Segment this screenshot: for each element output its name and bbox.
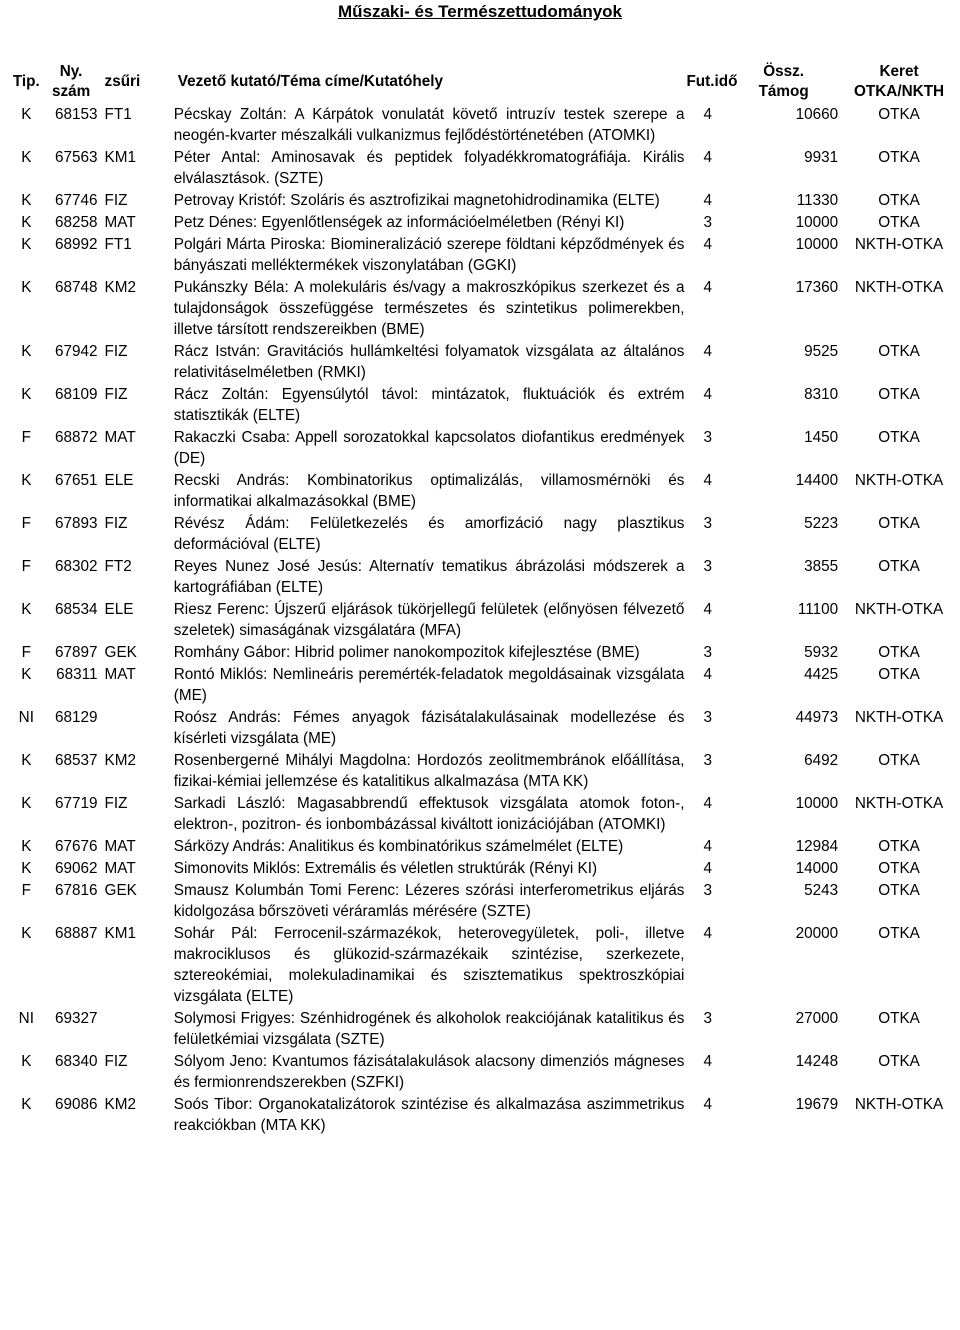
row-total-support: 1450 — [804, 429, 839, 446]
row-panel: KM2 — [104, 279, 136, 296]
row-description: Smausz Kolumbán Tomi Ferenc: Lézeres szórási interferometrikus eljárás kidolgozása bőrszöveti véráramlás mérésére (SZTE) — [173, 882, 685, 920]
row-application-number: 67897 — [55, 644, 98, 661]
row-duration: 4 — [703, 601, 713, 618]
table-header — [8, 60, 954, 104]
header-futamido: Fut.idő — [686, 73, 738, 90]
row-type: F — [21, 558, 31, 575]
row-description: Petz Dénes: Egyenlőtlenségek az információelméletben (Rényi KI) — [173, 214, 625, 231]
grant-table — [8, 60, 954, 1137]
row-type: NI — [18, 709, 34, 726]
row-panel: FIZ — [104, 386, 128, 403]
header-tip: Tip. — [12, 73, 40, 90]
row-type: K — [21, 752, 32, 769]
row-total-support: 11100 — [797, 601, 839, 618]
row-funding-frame: OTKA — [878, 882, 920, 899]
row-description: Polgári Márta Piroska: Biomineralizáció szerepe földtani képződmények és bányászati melléktermékek viszonylatában (GGKI) — [173, 236, 685, 274]
row-type: K — [21, 601, 32, 618]
row-application-number: 68534 — [55, 601, 98, 618]
row-panel: GEK — [104, 882, 137, 899]
row-type: K — [21, 279, 32, 296]
row-description: Sarkadi László: Magasabbrendű effektusok vizsgálata atomok foton-, elektron-, pozitron- és ionbombázással kiváltott ionizációjában (ATOMKI) — [173, 795, 685, 833]
row-panel: MAT — [104, 214, 136, 231]
row-funding-frame: OTKA — [878, 106, 920, 123]
row-type: K — [21, 106, 32, 123]
row-duration: 3 — [703, 214, 713, 231]
table-row — [8, 1051, 954, 1094]
row-panel: FT1 — [104, 236, 132, 253]
row-total-support: 10000 — [795, 795, 839, 812]
row-type: K — [21, 666, 32, 683]
table-row — [8, 190, 954, 212]
table-body — [8, 104, 954, 1137]
table-row — [8, 470, 954, 513]
row-description: Pécskay Zoltán: A Kárpátok vonulatát követő intruzív testek szerepe a neogén-kvarter mészalkáli vulkanizmus fejlődéstörténetében (ATOMKI) — [173, 106, 685, 144]
row-funding-frame: OTKA — [878, 214, 920, 231]
row-application-number: 67719 — [55, 795, 98, 812]
row-duration: 4 — [703, 795, 713, 812]
row-application-number: 69062 — [55, 860, 98, 877]
row-duration: 4 — [703, 149, 713, 166]
table-row — [8, 1094, 954, 1137]
row-duration: 4 — [703, 1053, 713, 1070]
row-type: K — [21, 343, 32, 360]
row-application-number: 68748 — [55, 279, 98, 296]
row-application-number: 68109 — [55, 386, 98, 403]
row-funding-frame: OTKA — [878, 925, 920, 942]
table-row — [8, 234, 954, 277]
row-type: F — [21, 644, 31, 661]
row-application-number: 67563 — [55, 149, 98, 166]
header-osszes-tamogatas — [729, 60, 844, 104]
page-title: Műszaki- és Természettudományok — [337, 2, 623, 21]
row-application-number: 67942 — [55, 343, 98, 360]
table-row — [8, 858, 954, 880]
row-description: Rosenbergerné Mihályi Magdolna: Hordozós zeolitmembránok előállítása, fizikai-kémiai jellemzése és katalitikus alkalmazása (MTA KK) — [173, 752, 685, 790]
row-description: Rontó Miklós: Nemlineáris peremérték-feladatok megoldásainak vizsgálata (ME) — [173, 666, 685, 704]
row-description: Péter Antal: Aminosavak és peptidek folyadékkromatográfiája. Királis elválasztások. (SZTE) — [173, 149, 685, 187]
row-panel: FIZ — [104, 192, 128, 209]
row-type: K — [21, 472, 32, 489]
row-type: K — [21, 386, 32, 403]
row-panel: KM2 — [104, 1096, 136, 1113]
row-total-support: 44973 — [795, 709, 839, 726]
row-duration: 4 — [703, 106, 713, 123]
row-funding-frame: OTKA — [878, 1010, 920, 1027]
row-duration: 4 — [703, 666, 713, 683]
row-duration: 4 — [703, 343, 713, 360]
table-row — [8, 556, 954, 599]
row-panel — [101, 1008, 172, 1051]
row-duration: 4 — [703, 236, 713, 253]
row-application-number: 67651 — [55, 472, 98, 489]
row-total-support: 5932 — [804, 644, 839, 661]
row-total-support: 20000 — [795, 925, 839, 942]
row-funding-frame: OTKA — [878, 752, 920, 769]
table-row — [8, 664, 954, 707]
row-description: Sohár Pál: Ferrocenil-származékok, heterovegyületek, poli-, illetve makrociklusos és glükozid-származékaik szintézise, szerkezete, sztereokémiai, molekuladinamikai és szisztematikus spektroszkópiai vizsgálata (ELTE) — [173, 925, 685, 1005]
row-funding-frame: NKTH-OTKA — [854, 472, 944, 489]
table-row — [8, 793, 954, 836]
table-row — [8, 880, 954, 923]
row-duration: 3 — [703, 709, 713, 726]
row-type: K — [21, 149, 32, 166]
row-funding-frame: OTKA — [878, 860, 920, 877]
row-duration: 3 — [703, 558, 713, 575]
row-panel: MAT — [104, 860, 136, 877]
row-type: K — [21, 1053, 32, 1070]
row-type: K — [21, 192, 32, 209]
row-funding-frame: OTKA — [878, 343, 920, 360]
row-description: Roósz András: Fémes anyagok fázisátalakulásainak modellezése és kísérleti vizsgálata (ME) — [173, 709, 685, 747]
row-panel: FIZ — [104, 1053, 128, 1070]
row-panel: GEK — [104, 644, 137, 661]
row-application-number: 69327 — [55, 1010, 98, 1027]
row-funding-frame: OTKA — [878, 515, 920, 532]
row-duration: 3 — [703, 429, 713, 446]
row-funding-frame: NKTH-OTKA — [854, 279, 944, 296]
row-total-support: 5243 — [804, 882, 839, 899]
table-row — [8, 707, 954, 750]
row-description: Simonovits Miklós: Extremális és véletlen struktúrák (Rényi KI) — [173, 860, 598, 877]
table-row — [8, 341, 954, 384]
row-description: Pukánszky Béla: A molekuláris és/vagy a makroszkópikus szerkezet és a tulajdonságok összefüggése természetes és szintetikus polimerekben, illetve társított rendszereikben (BME) — [173, 279, 685, 338]
row-total-support: 14248 — [795, 1053, 839, 1070]
row-duration: 3 — [703, 515, 713, 532]
header-zsuri: zsűri — [104, 73, 141, 90]
row-type: K — [21, 838, 32, 855]
table-row — [8, 277, 954, 341]
row-total-support: 8310 — [804, 386, 839, 403]
header-ny-szam — [45, 60, 101, 104]
header-otka-nkth-label: OTKA/NKTH — [854, 83, 945, 100]
row-duration: 4 — [703, 860, 713, 877]
row-application-number: 68129 — [55, 709, 98, 726]
header-row — [8, 60, 954, 104]
row-description: Rakaczki Csaba: Appell sorozatokkal kapcsolatos diofantikus eredmények (DE) — [173, 429, 685, 467]
header-description: Vezető kutató/Téma címe/Kutatóhely — [177, 73, 443, 90]
row-total-support: 10000 — [795, 214, 839, 231]
row-duration: 4 — [703, 386, 713, 403]
row-funding-frame: OTKA — [878, 192, 920, 209]
row-panel: KM2 — [104, 752, 136, 769]
table-row — [8, 642, 954, 664]
row-panel: ELE — [104, 472, 134, 489]
row-total-support: 10660 — [795, 106, 839, 123]
row-panel — [101, 707, 172, 750]
row-duration: 4 — [703, 279, 713, 296]
row-description: Soós Tibor: Organokatalizátorok szintézise és alkalmazása aszimmetrikus reakciókban (MTA KK) — [173, 1096, 685, 1134]
row-application-number: 68258 — [55, 214, 98, 231]
row-application-number: 68311 — [56, 666, 98, 683]
row-description: Rácz Zoltán: Egyensúlytól távol: mintázatok, fluktuációk és extrém statisztikák (ELTE) — [173, 386, 685, 424]
table-row — [8, 384, 954, 427]
row-funding-frame: NKTH-OTKA — [854, 1096, 944, 1113]
table-row — [8, 750, 954, 793]
row-application-number: 67676 — [55, 838, 98, 855]
row-funding-frame: NKTH-OTKA — [854, 709, 944, 726]
table-row — [8, 104, 954, 147]
row-description: Solymosi Frigyes: Szénhidrogének és alkoholok reakciójának katalitikus és felületkémiai vizsgálata (SZTE) — [173, 1010, 685, 1048]
row-description: Sárközy András: Analitikus és kombinatórikus számelmélet (ELTE) — [173, 838, 624, 855]
row-total-support: 27000 — [795, 1010, 839, 1027]
row-panel: KM1 — [104, 925, 136, 942]
row-panel: KM1 — [104, 149, 136, 166]
header-tamog-label: Támog — [758, 83, 809, 100]
row-application-number: 68537 — [55, 752, 98, 769]
row-application-number: 68887 — [55, 925, 98, 942]
row-total-support: 14000 — [795, 860, 839, 877]
row-funding-frame: OTKA — [878, 386, 920, 403]
row-description: Petrovay Kristóf: Szoláris és asztrofizikai magnetohidrodinamika (ELTE) — [173, 192, 660, 209]
row-description: Reyes Nunez José Jesús: Alternatív tematikus ábrázolási módszerek a kartográfiában (ELTE) — [173, 558, 685, 596]
row-panel: FIZ — [104, 515, 128, 532]
row-total-support: 14400 — [795, 472, 839, 489]
row-funding-frame: OTKA — [878, 149, 920, 166]
row-description: Rácz István: Gravitációs hullámkeltési folyamatok vizsgálata az általános relativitáselméletben (RMKI) — [173, 343, 685, 381]
table-row — [8, 427, 954, 470]
row-duration: 4 — [703, 838, 713, 855]
row-application-number: 69086 — [55, 1096, 98, 1113]
row-duration: 3 — [703, 644, 713, 661]
header-szam-label: szám — [51, 83, 91, 100]
row-type: K — [21, 1096, 32, 1113]
table-row — [8, 1008, 954, 1051]
row-application-number: 67893 — [55, 515, 98, 532]
row-total-support: 5223 — [804, 515, 839, 532]
row-panel: MAT — [104, 429, 136, 446]
row-funding-frame: OTKA — [878, 1053, 920, 1070]
row-total-support: 6492 — [804, 752, 839, 769]
row-total-support: 9931 — [804, 149, 839, 166]
header-keret-label: Keret — [879, 63, 919, 80]
row-type: NI — [18, 1010, 34, 1027]
row-panel: MAT — [104, 838, 136, 855]
header-keret — [844, 60, 954, 104]
row-application-number: 68340 — [55, 1053, 98, 1070]
row-funding-frame: OTKA — [878, 429, 920, 446]
row-type: F — [21, 429, 31, 446]
row-description: Révész Ádám: Felületkezelés és amorfizáció nagy plasztikus deformációval (ELTE) — [173, 515, 685, 553]
row-type: K — [21, 860, 32, 877]
row-total-support: 3855 — [804, 558, 839, 575]
row-application-number: 67816 — [55, 882, 98, 899]
row-description: Romhány Gábor: Hibrid polimer nanokompozitok kifejlesztése (BME) — [173, 644, 640, 661]
row-total-support: 19679 — [795, 1096, 839, 1113]
table-row — [8, 599, 954, 642]
row-duration: 4 — [703, 1096, 713, 1113]
row-panel: ELE — [104, 601, 134, 618]
row-application-number: 68153 — [55, 106, 98, 123]
row-funding-frame: OTKA — [878, 644, 920, 661]
header-ossz-label: Össz. — [763, 63, 805, 80]
row-total-support: 17360 — [795, 279, 839, 296]
row-duration: 4 — [703, 925, 713, 942]
row-total-support: 12984 — [795, 838, 839, 855]
row-total-support: 4425 — [804, 666, 839, 683]
table-row — [8, 923, 954, 1008]
row-description: Riesz Ferenc: Újszerű eljárások tükörjellegű felületek (előnyösen félvezető szeletek) simaságának vizsgálatára (MFA) — [173, 601, 685, 639]
table-row — [8, 836, 954, 858]
table-row — [8, 147, 954, 190]
row-panel: FIZ — [104, 343, 128, 360]
row-funding-frame: NKTH-OTKA — [854, 236, 944, 253]
row-description: Sólyom Jeno: Kvantumos fázisátalakulások alacsony dimenziós mágneses és fermionrendszerekben (SZFKI) — [173, 1053, 685, 1091]
row-funding-frame: OTKA — [878, 666, 920, 683]
row-total-support: 11330 — [796, 192, 839, 209]
header-ny-label: Ny. — [59, 63, 83, 80]
table-row — [8, 212, 954, 234]
row-panel: FT2 — [104, 558, 132, 575]
row-panel: FT1 — [104, 106, 132, 123]
row-type: K — [21, 236, 32, 253]
row-funding-frame: NKTH-OTKA — [854, 601, 944, 618]
row-funding-frame: OTKA — [878, 838, 920, 855]
row-application-number: 68872 — [55, 429, 98, 446]
row-application-number: 67746 — [55, 192, 98, 209]
row-application-number: 68302 — [55, 558, 98, 575]
row-panel: MAT — [104, 666, 136, 683]
row-type: F — [21, 515, 31, 532]
row-funding-frame: OTKA — [878, 558, 920, 575]
row-duration: 3 — [703, 1010, 713, 1027]
row-type: K — [21, 214, 32, 231]
row-application-number: 68992 — [55, 236, 98, 253]
row-total-support: 10000 — [795, 236, 839, 253]
row-panel: FIZ — [104, 795, 128, 812]
row-description: Recski András: Kombinatorikus optimalizálás, villamosmérnöki és informatikai alkalmazásokkal (BME) — [173, 472, 685, 510]
table-row — [8, 513, 954, 556]
row-funding-frame: NKTH-OTKA — [854, 795, 944, 812]
row-duration: 3 — [703, 882, 713, 899]
row-duration: 3 — [703, 752, 713, 769]
row-duration: 4 — [703, 472, 713, 489]
row-type: K — [21, 925, 32, 942]
row-duration: 4 — [703, 192, 713, 209]
row-type: F — [21, 882, 31, 899]
row-type: K — [21, 795, 32, 812]
row-total-support: 9525 — [804, 343, 839, 360]
